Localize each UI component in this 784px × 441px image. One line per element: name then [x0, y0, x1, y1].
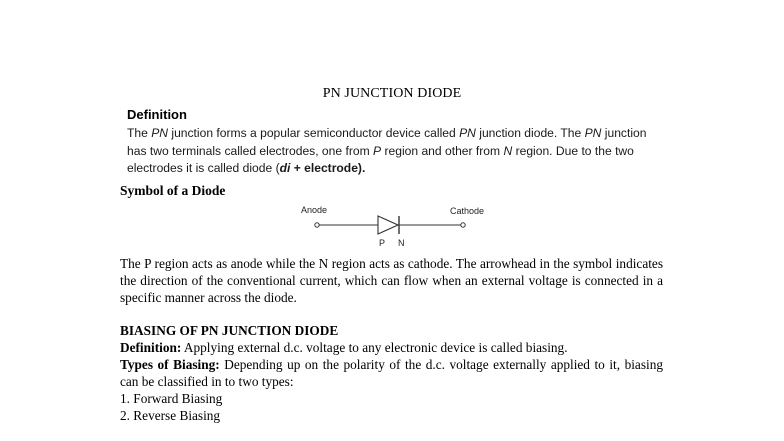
- definition-bold-italic: di: [279, 161, 291, 175]
- definition-heading: Definition: [127, 107, 187, 122]
- anode-label: Anode: [301, 205, 328, 215]
- definition-text: region. Due to the two electrodes it is called diode (: [127, 143, 634, 175]
- definition-italic: PN: [459, 126, 476, 140]
- definition-italic: P: [373, 143, 382, 158]
- definition-text: The: [127, 126, 152, 140]
- cathode-terminal: [461, 223, 465, 227]
- biasing-definition-label: Definition:: [120, 340, 182, 355]
- biasing-types-label: Types of Biasing:: [120, 357, 220, 372]
- biasing-definition-text: Applying external d.c. voltage to any electronic device is called biasing.: [181, 340, 568, 355]
- n-label: N: [398, 238, 405, 248]
- definition-text: junction forms a popular semiconductor device called: [168, 126, 460, 140]
- biasing-section: [120, 322, 663, 424]
- cathode-label: Cathode: [450, 206, 485, 216]
- page-title: PN JUNCTION DIODE: [322, 86, 462, 101]
- definition-text: junction diode. The: [475, 126, 585, 140]
- list-item: 2. Reverse Biasing: [120, 408, 221, 423]
- definition-text: junction has two terminals called electrodes, one from: [127, 126, 647, 158]
- definition-text: region and other from: [381, 143, 504, 158]
- definition-italic: PN: [151, 126, 169, 140]
- diode-explanation-paragraph: The P region acts as anode while the N region acts as cathode. The arrowhead in the symbol indicates the direction of the conventional current, which can flow when an external voltage is connected in a specific manner across the diode.: [120, 256, 663, 305]
- list-item: 1. Forward Biasing: [120, 391, 223, 406]
- diode-symbol-diagram: [290, 200, 500, 252]
- anode-terminal: [315, 223, 319, 227]
- definition-paragraph: [127, 125, 667, 178]
- definition-italic: N: [503, 143, 513, 158]
- definition-italic: PN: [584, 126, 602, 140]
- biasing-definition: [120, 339, 663, 356]
- p-label: P: [379, 238, 386, 248]
- symbol-heading: Symbol of a Diode: [120, 183, 226, 198]
- biasing-heading: BIASING OF PN JUNCTION DIODE: [120, 323, 339, 338]
- definition-bold: + electrode).: [290, 161, 366, 175]
- biasing-types-text: Depending up on the polarity of the d.c. voltage externally applied to it, biasing can be classified in to two types:: [120, 357, 663, 389]
- biasing-types: [120, 356, 663, 390]
- diode-arrow-icon: [378, 216, 398, 234]
